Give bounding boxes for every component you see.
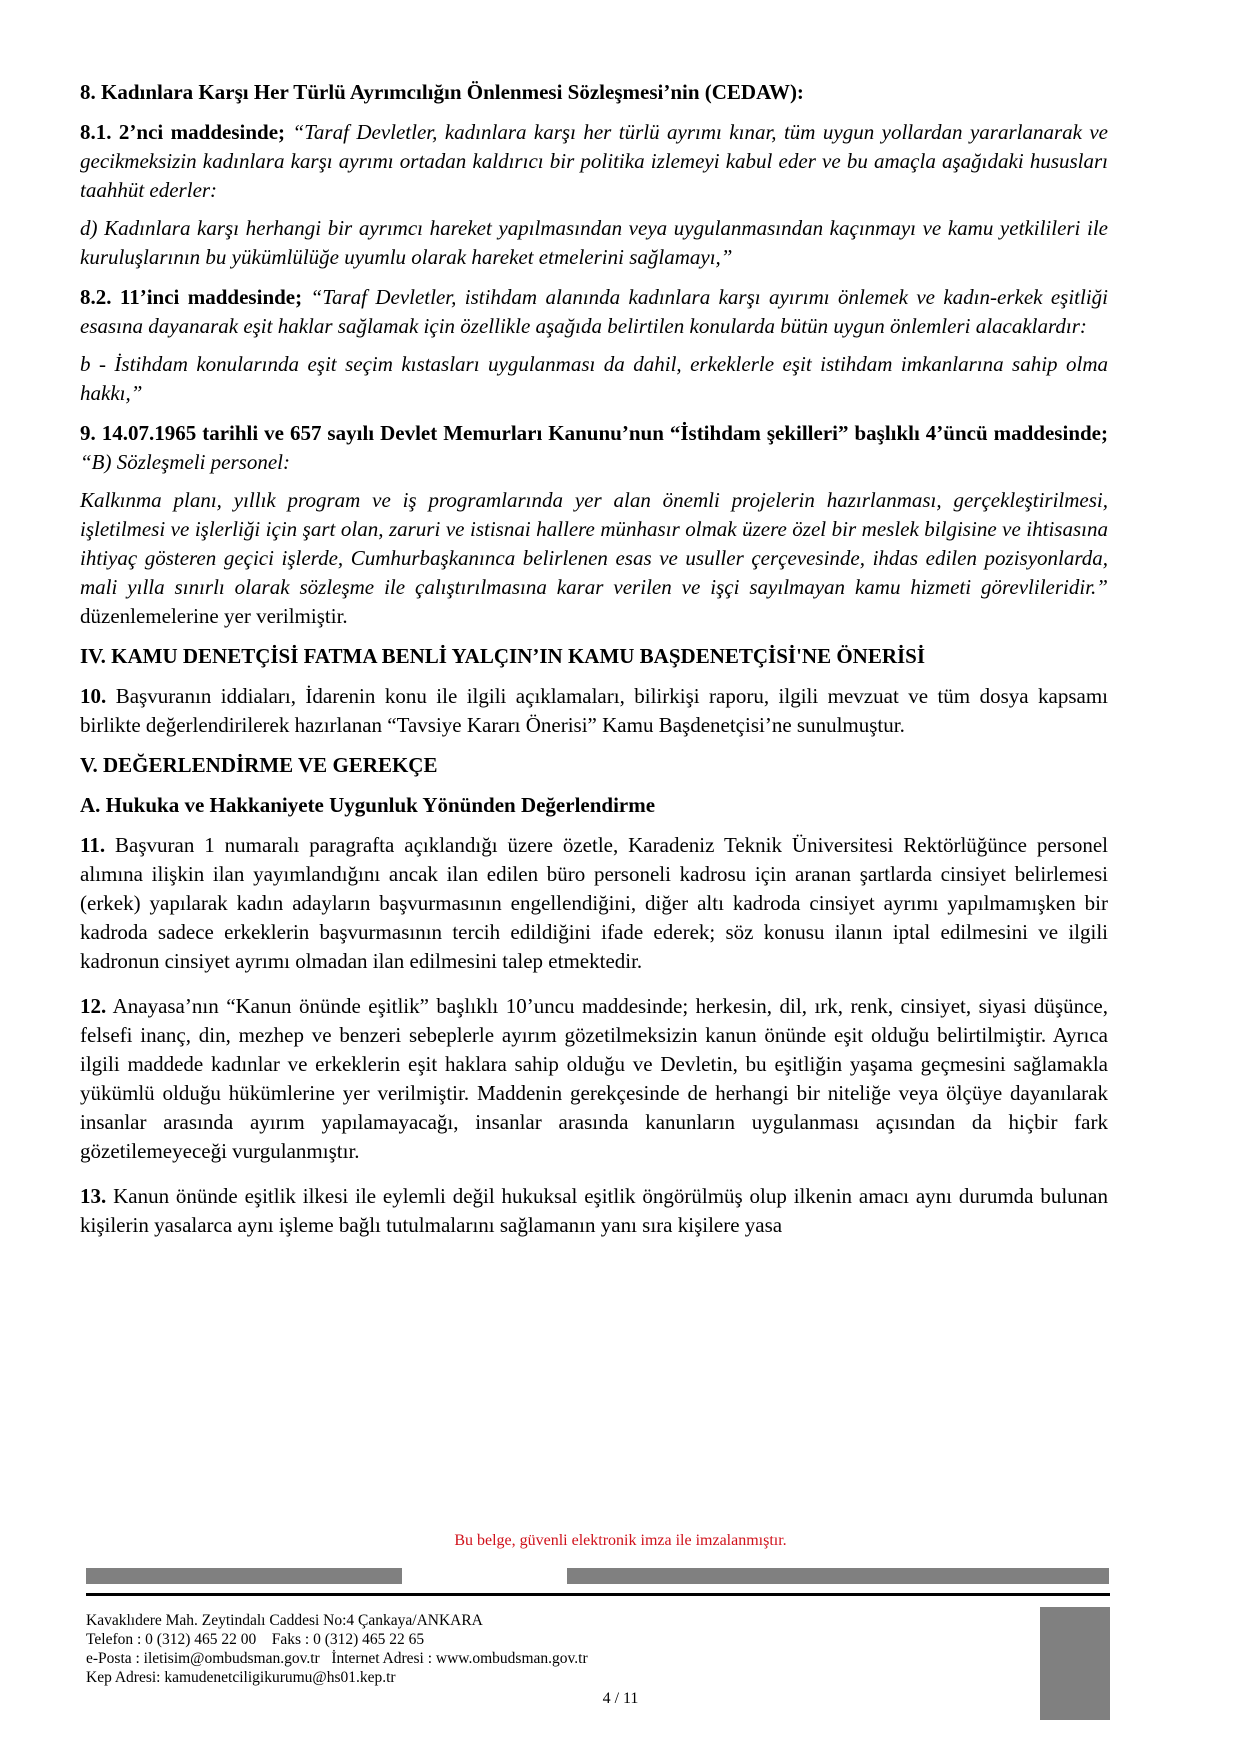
- paragraph-11-text: Başvuran 1 numaralı paragrafta açıklandığı üzere özetle, Karadeniz Teknik Üniversitesi Rektörlüğünce personel alımına ilişkin ilan yayımlandığını ancak ilan edilen büro personeli kadrosu için aranan şartlarda cinsiyet belirlemesi (erkek) yapılarak kadın adayların başvurmasının engellendiğini, diğer altı kadroda cinsiyet ayrımı yapılmamışken bir kadroda sadece erkeklerin başvurmasının tercih edildiğini ifade ederek; söz konusu ilanın iptal edilmesini ve ilgili kadronun cinsiyet ayrımı olmadan ilan edilmesini talep etmektedir.: [80, 833, 1108, 973]
- footer-contact: [86, 1611, 588, 1687]
- paragraph-10-text: Başvuranın iddiaları, İdarenin konu ile ilgili açıklamaları, bilirkişi raporu, ilgili mevzuat ve tüm dosya kapsamı birlikte değerlendirilerek hazırlanan “Tavsiye Kararı Önerisi” Kamu Başdenetçisi’ne sunulmuştur.: [80, 684, 1108, 737]
- footer-address: Kavaklıdere Mah. Zeytindalı Caddesi No:4 Çankaya/ANKARA: [86, 1612, 483, 1629]
- redacted-block-left: [86, 1568, 402, 1584]
- paragraph-8-1-item-d: d) Kadınlara karşı herhangi bir ayrımcı hareket yapılmasından veya uygulanmasından kaçınmayı ve kamu yetkilileri ile kuruluşlarının bu yükümlülüğe uyumlu olarak hareket etmelerini sağlamayı,”: [80, 216, 1108, 269]
- paragraph-11-number: 11.: [80, 833, 106, 857]
- paragraph-8-1: [80, 118, 1108, 205]
- section-8-heading: 8. Kadınlara Karşı Her Türlü Ayrımcılığın Önlenmesi Sözleşmesi’nin (CEDAW):: [80, 80, 804, 104]
- paragraph-8-1-label: 8.1. 2’nci maddesinde;: [80, 120, 286, 144]
- section-v-heading: V. DEĞERLENDİRME VE GEREKÇE: [80, 753, 438, 777]
- paragraph-12-text: Anayasa’nın “Kanun önünde eşitlik” başlıklı 10’uncu maddesinde; herkesin, dil, ırk, renk, cinsiyet, siyasi düşünce, felsefi inanç, din, mezhep ve benzeri sebeplerle ayırım gözetilmeksizin kanun önünde eşit olduğu belirtilmiştir. Ayrıca ilgili maddede kadınlar ve erkeklerin eşit haklara sahip olduğu ve Devletin, bu eşitliğin yaşama geçmesini sağlamakla yükümlü olduğu hükümlerine yer verilmiştir. Maddenin gerekçesinde de herhangi bir niteliğe veya ölçüye dayanılarak insanlar arasında ayırım yapılamayacağı, insanlar arasında kanunların uygulanması açısından da hiçbir fark gözetilemeyeceği vurgulanmıştır.: [80, 994, 1108, 1163]
- paragraph-9-quote-text: Kalkınma planı, yıllık program ve iş programlarında yer alan önemli projelerin hazırlanması, gerçekleştirilmesi, işletilmesi ve işlerliği için şart olan, zaruri ve istisnai hallere münhasır olmak üzere özel bir meslek bilgisine ve ihtisasına ihtiyaç gösteren geçici işlerde, Cumhurbaşkanınca belirlenen esas ve usuller çerçevesinde, ihdas edilen pozisyonlarda, mali yılla sınırlı olarak sözleşme ile çalıştırılmasına karar verilen ve işçi sayılmayan kamu hizmeti görevlileridir.”: [80, 488, 1108, 599]
- section-iv-heading: IV. KAMU DENETÇİSİ FATMA BENLİ YALÇIN’IN KAMU BAŞDENETÇİSİ'NE ÖNERİSİ: [80, 644, 926, 668]
- footer-phone-fax: Telefon : 0 (312) 465 22 00 Faks : 0 (312) 465 22 65: [86, 1631, 425, 1648]
- e-signature-notice: Bu belge, güvenli elektronik imza ile imzalanmıştır.: [454, 1532, 787, 1549]
- paragraph-13: [80, 1182, 1108, 1240]
- footer-kep: Kep Adresi: kamudenetciligikurumu@hs01.kep.tr: [86, 1669, 396, 1686]
- paragraph-12-number: 12.: [80, 994, 107, 1018]
- qr-code-placeholder: [1040, 1607, 1110, 1720]
- section-a-heading: A. Hukuka ve Hakkaniyete Uygunluk Yönünden Değerlendirme: [80, 793, 656, 817]
- paragraph-9-quote: [80, 486, 1108, 631]
- paragraph-13-number: 13.: [80, 1184, 107, 1208]
- paragraph-13-text: Kanun önünde eşitlik ilkesi ile eylemli değil hukuksal eşitlik öngörülmüş olup ilkenin amacı aynı durumda bulunan kişilerin yasalarca aynı işleme bağlı tutulmalarını sağlamanın yanı sıra kişilere yasa: [80, 1184, 1108, 1237]
- paragraph-9-intro: “B) Sözleşmeli personel:: [80, 450, 290, 474]
- footer-divider: [86, 1593, 1110, 1596]
- paragraph-9: [80, 419, 1108, 477]
- paragraph-10-number: 10.: [80, 684, 107, 708]
- document-body: [80, 78, 1108, 1251]
- paragraph-8-2-label: 8.2. 11’inci maddesinde;: [80, 285, 303, 309]
- paragraph-8-2-item-b: b - İstihdam konularında eşit seçim kıstasları uygulanması da dahil, erkeklerle eşit istihdam imkanlarına sahip olma hakkı,”: [80, 352, 1108, 405]
- paragraph-8-2-quote: “Taraf Devletler, istihdam alanında kadınlara karşı ayırımı önlemek ve kadın-erkek eşitliği esasına dayanarak eşit haklar sağlamak için özellikle aşağıda belirtilen konularda bütün uygun önlemleri alacaklardır:: [80, 285, 1109, 338]
- paragraph-11: [80, 831, 1108, 976]
- paragraph-10: [80, 682, 1108, 740]
- paragraph-8-2: [80, 283, 1108, 341]
- paragraph-8-1-quote: “Taraf Devletler, kadınlara karşı her türlü ayrımı kınar, tüm uygun yollardan yararlanarak ve gecikmeksizin kadınlara karşı ayrımı ortadan kaldırıcı bir politika izlemeyi kabul eder ve bu amaçla aşağıdaki hususları taahhüt ederler:: [80, 120, 1109, 202]
- page-number: 4 / 11: [602, 1690, 639, 1707]
- redacted-block-right: [567, 1568, 1109, 1584]
- paragraph-9-tail: düzenlemelerine yer verilmiştir.: [80, 604, 348, 628]
- footer-email-web: e-Posta : iletisim@ombudsman.gov.tr İnternet Adresi : www.ombudsman.gov.tr: [86, 1650, 588, 1667]
- paragraph-12: [80, 992, 1108, 1166]
- paragraph-9-label: 9. 14.07.1965 tarihli ve 657 sayılı Devlet Memurları Kanunu’nun “İstihdam şekilleri” başlıklı 4’üncü maddesinde;: [80, 421, 1108, 445]
